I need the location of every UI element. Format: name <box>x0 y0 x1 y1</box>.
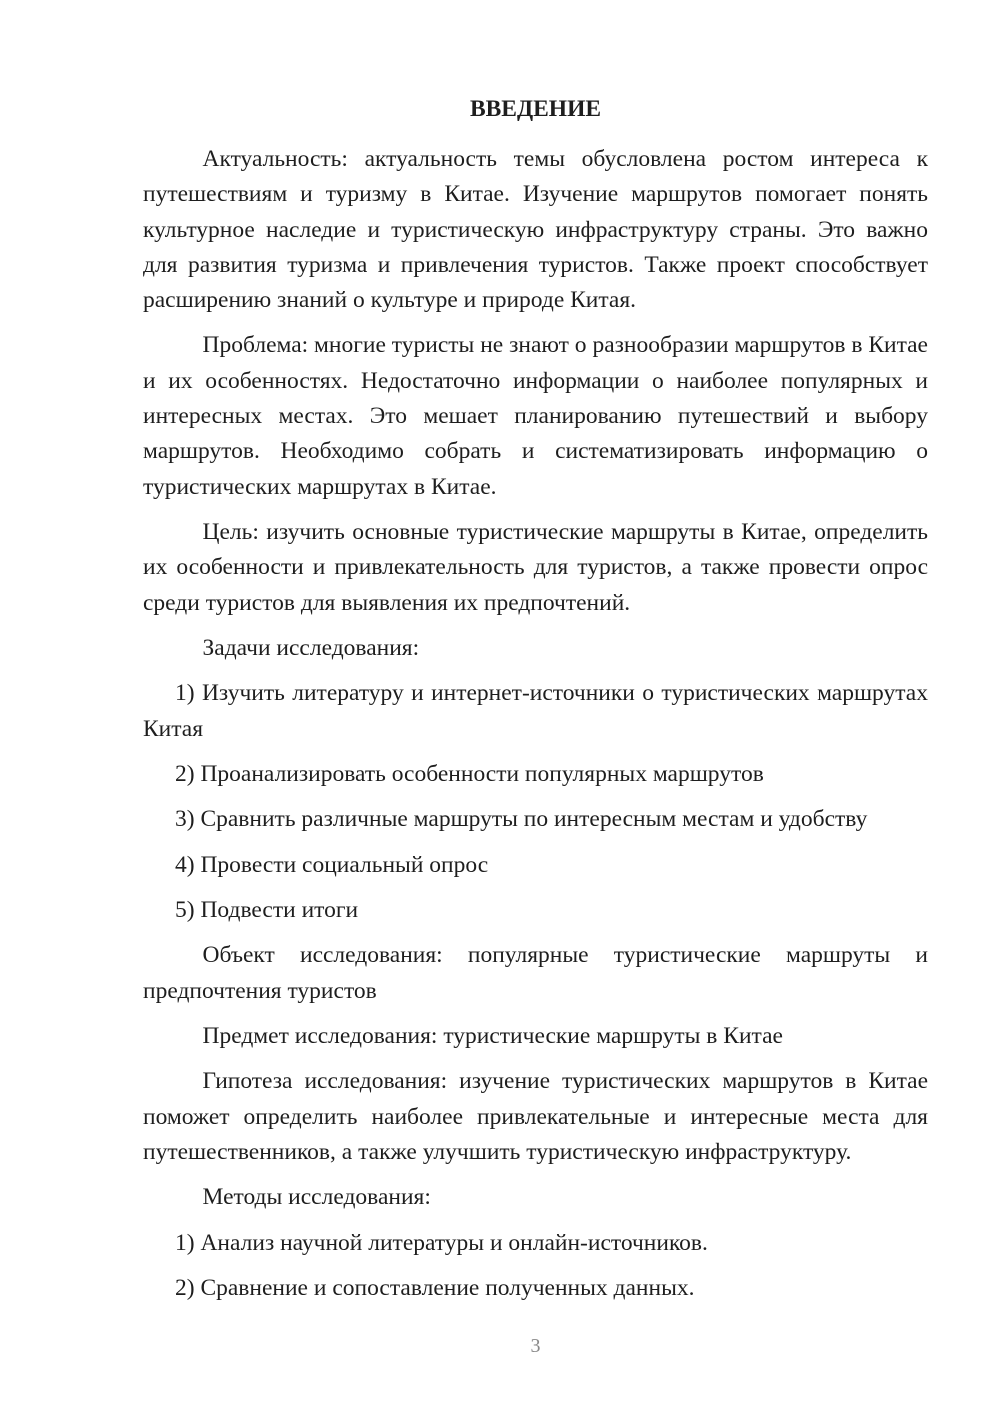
problem-paragraph: Проблема: многие туристы не знают о разнообразии маршрутов в Китае и их особенностях. Недостаточно информации о наиболее популярных и интересных местах. Это мешает планированию путешествий и выбору маршрутов. Необходимо собрать и систематизировать информацию о туристических маршрутах в Китае. <box>143 332 928 500</box>
hypothesis-paragraph: Гипотеза исследования: изучение туристических маршрутов в Китае поможет определить наиболее привлекательные и интересные места для путешественников, а также улучшить туристическую инфраструктуру. <box>143 1068 928 1165</box>
page-content <box>143 92 928 1316</box>
relevance-paragraph: Актуальность: актуальность темы обусловлена ростом интереса к путешествиям и туризму в Китае. Изучение маршрутов помогает понять культурное наследие и туристическую инфраструктуру страны. Это важно для развития туризма и привлечения туристов. Также проект способствует расширению знаний о культуре и природе Китая. <box>143 145 928 314</box>
methods-heading: Методы исследования: <box>202 1184 431 1211</box>
section-title: ВВЕДЕНИЕ <box>469 96 602 122</box>
method-item: 1) Анализ научной литературы и онлайн-источников. <box>175 1229 708 1256</box>
task-item: 4) Провести социальный опрос <box>175 851 489 878</box>
task-item: 2) Проанализировать особенности популярных маршрутов <box>175 760 764 787</box>
object-paragraph: Объект исследования: популярные туристические маршруты и предпочтения туристов <box>143 942 928 1004</box>
page-number: 3 <box>530 1335 541 1357</box>
task-item: 3) Сравнить различные маршруты по интересным местам и удобству <box>175 806 868 833</box>
subject-paragraph: Предмет исследования: туристические маршруты в Китае <box>202 1022 783 1049</box>
method-item: 2) Сравнение и сопоставление полученных данных. <box>175 1274 695 1301</box>
task-item: 5) Подвести итоги <box>175 896 359 923</box>
tasks-heading: Задачи исследования: <box>202 634 420 661</box>
task-item: 1) Изучить литературу и интернет-источники о туристических маршрутах Китая <box>143 680 928 742</box>
goal-paragraph: Цель: изучить основные туристические маршруты в Китае, определить их особенности и привлекательность для туристов, а также провести опрос среди туристов для выявления их предпочтений. <box>143 518 928 616</box>
